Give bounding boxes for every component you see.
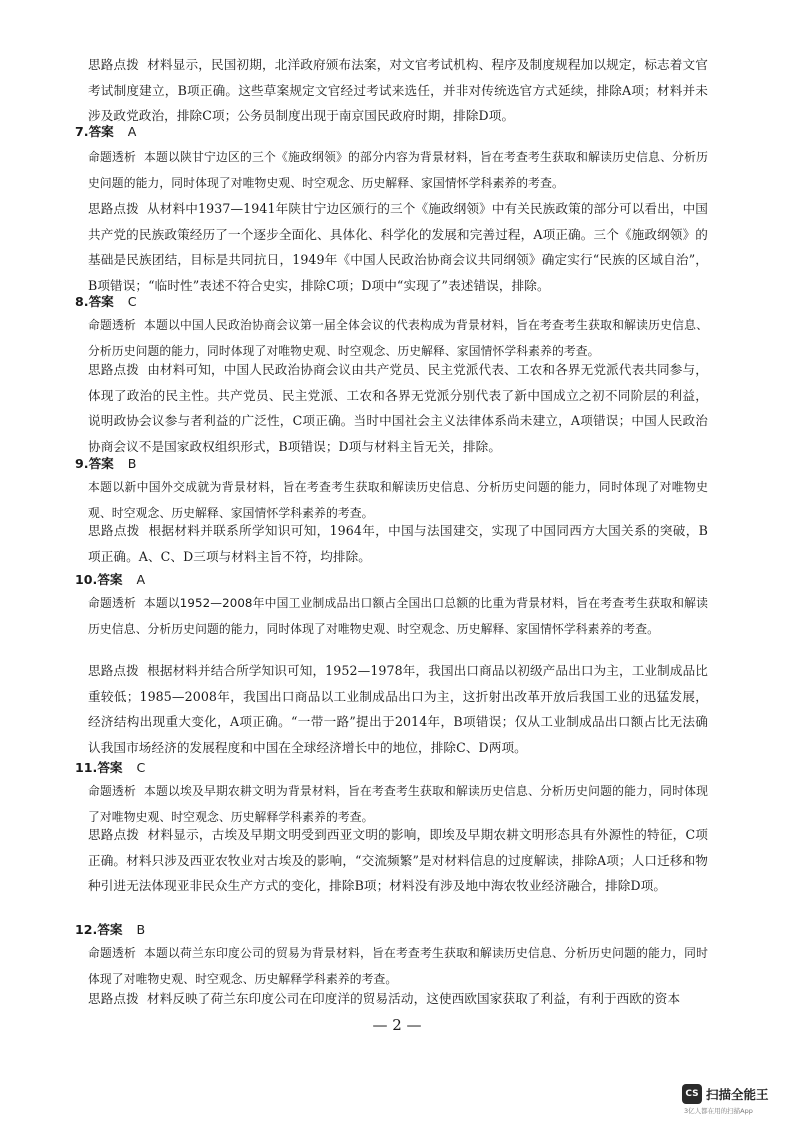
- reason-paragraph-10: 思路点拨 根据材料并结合所学知识可知，1952—1978年，我国出口商品以初级产品出口为主，工业制成品比重较低；1985—2008年，我国出口商品以工业制成品出口为主，这折射出改革开放后我国工业的迅猛发展，经济结构出现重大变化，A项正确。“一带一路”提出于2014年，B项错误；仅从工业制成品出口额占比无法确认我国市场经济的发展程度和中国在全球经济增长中的地位，排除C、D两项。: [88, 663, 708, 755]
- answer-letter: A: [136, 572, 146, 587]
- answer-heading-7: 7.答案 A: [75, 124, 137, 139]
- answer-heading-9: 9.答案 B: [75, 456, 137, 471]
- app-tagline: 3亿人都在用的扫描App: [684, 1107, 753, 1115]
- answer-heading-11: 11.答案 C: [75, 760, 146, 775]
- answer-letter: C: [127, 294, 137, 309]
- reason-text: 材料显示，民国初期，北洋政府颁布法案，对文官考试机构、程序及制度规程加以规定，标志着文官考试制度建立，B项正确。这些草案规定文官经过考试来选任，并非对传统选官方式延续，排除A项；材料并未涉及政党政治，排除C项；公务员制度出现于南京国民政府时期，排除D项。: [88, 57, 708, 124]
- reason-label: 思路点拨: [88, 57, 139, 72]
- reason-paragraph-9: 思路点拨 根据材料并联系所学知识可知，1964年，中国与法国建交，实现了中国同西方大国关系的突破，B项正确。A、C、D三项与材料主旨不符，均排除。: [88, 523, 708, 564]
- answer-heading-8: 8.答案 C: [75, 294, 137, 309]
- reason-paragraph-8: 思路点拨 由材料可知，中国人民政治协商会议由共产党员、民主党派代表、工农和各界无党派代表共同参与，体现了政治的民主性。共产党员、民主党派、工农和各界无党派分别代表了新中国成立之初不同阶层的利益，说明政协会议参与者利益的广泛性，C项正确。当时中国社会主义法律体系尚未建立，A项错误；中国人民政治协商会议不是国家政权组织形式，B项错误；D项与材料主旨无关，排除。: [88, 362, 708, 454]
- answer-letter: B: [127, 456, 137, 471]
- scanner-app-logo: [682, 1080, 794, 1124]
- page-number: — 2 —: [372, 1016, 422, 1034]
- reason-paragraph-7: 思路点拨 从材料中1937—1941年陕甘宁边区颁行的三个《施政纲领》中有关民族政策的部分可以看出，中国共产党的民族政策经历了一个逐步全面化、具体化、科学化的发展和完善过程，A项正确。三个《施政纲领》的基础是民族团结，目标是共同抗日，1949年《中国人民政治协商会议共同纲领》确定实行“民族的区域自治”，B项错误；“临时性”表述不符合史实，排除C项；D项中“实现了”表述错误，排除。: [88, 201, 708, 293]
- answer-letter: C: [136, 760, 146, 775]
- analysis-paragraph-7: 命题透析 本题以陕甘宁边区的三个《施政纲领》的部分内容为背景材料，旨在考查考生获取和解读历史信息、分析历史问题的能力，同时体现了对唯物史观、时空观念、历史解释、家国情怀学科素养的考查。: [88, 150, 709, 190]
- app-name: 扫描全能王: [706, 1087, 769, 1102]
- analysis-paragraph-11: 命题透析 本题以埃及早期农耕文明为背景材料，旨在考查考生获取和解读历史信息、分析历史问题的能力，同时体现了对唯物史观、时空观念、历史解释学科素养的考查。: [88, 784, 709, 824]
- answer-letter: A: [127, 124, 137, 139]
- analysis-paragraph-10: 命题透析 本题以1952—2008年中国工业制成品出口额占全国出口总额的比重为背景材料，旨在考查考生获取和解读历史信息、分析历史问题的能力，同时体现了对唯物史观、时空观念、历史解释、家国情怀学科素养的考查。: [88, 596, 708, 636]
- analysis-paragraph-12: 命题透析 本题以荷兰东印度公司的贸易为背景材料，旨在考查考生获取和解读历史信息、分析历史问题的能力，同时体现了对唯物史观、时空观念、历史解释学科素养的考查。: [88, 946, 709, 986]
- continuation-paragraph: [88, 52, 708, 129]
- answer-heading-10: 10.答案 A: [75, 572, 146, 587]
- cs-logo-icon: CS: [682, 1084, 702, 1104]
- answer-heading-12: 12.答案 B: [75, 922, 146, 937]
- answer-letter: B: [136, 922, 146, 937]
- analysis-paragraph-9: 本题以新中国外交成就为背景材料，旨在考查考生获取和解读历史信息、分析历史问题的能力，同时体现了对唯物史观、时空观念、历史解释、家国情怀学科素养的考查。: [88, 480, 708, 520]
- reason-paragraph-11: 思路点拨 材料显示，古埃及早期文明受到西亚文明的影响，即埃及早期农耕文明形态具有外源性的特征，C项正确。材料只涉及西亚农牧业对古埃及的影响，“交流频繁”是对材料信息的过度解读，排除A项；人口迁移和物种引进无法体现亚非民众生产方式的变化，排除B项；材料没有涉及地中海农牧业经济融合，排除D项。: [88, 827, 708, 894]
- reason-paragraph-12: 思路点拨 材料反映了荷兰东印度公司在印度洋的贸易活动，这使西欧国家获取了利益，有利于西欧的资本: [88, 991, 681, 1006]
- analysis-paragraph-8: 命题透析 本题以中国人民政治协商会议第一届全体会议的代表构成为背景材料，旨在考查考生获取和解读历史信息、分析历史问题的能力，同时体现了对唯物史观、时空观念、历史解释、家国情怀学科素养的考查。: [88, 318, 709, 358]
